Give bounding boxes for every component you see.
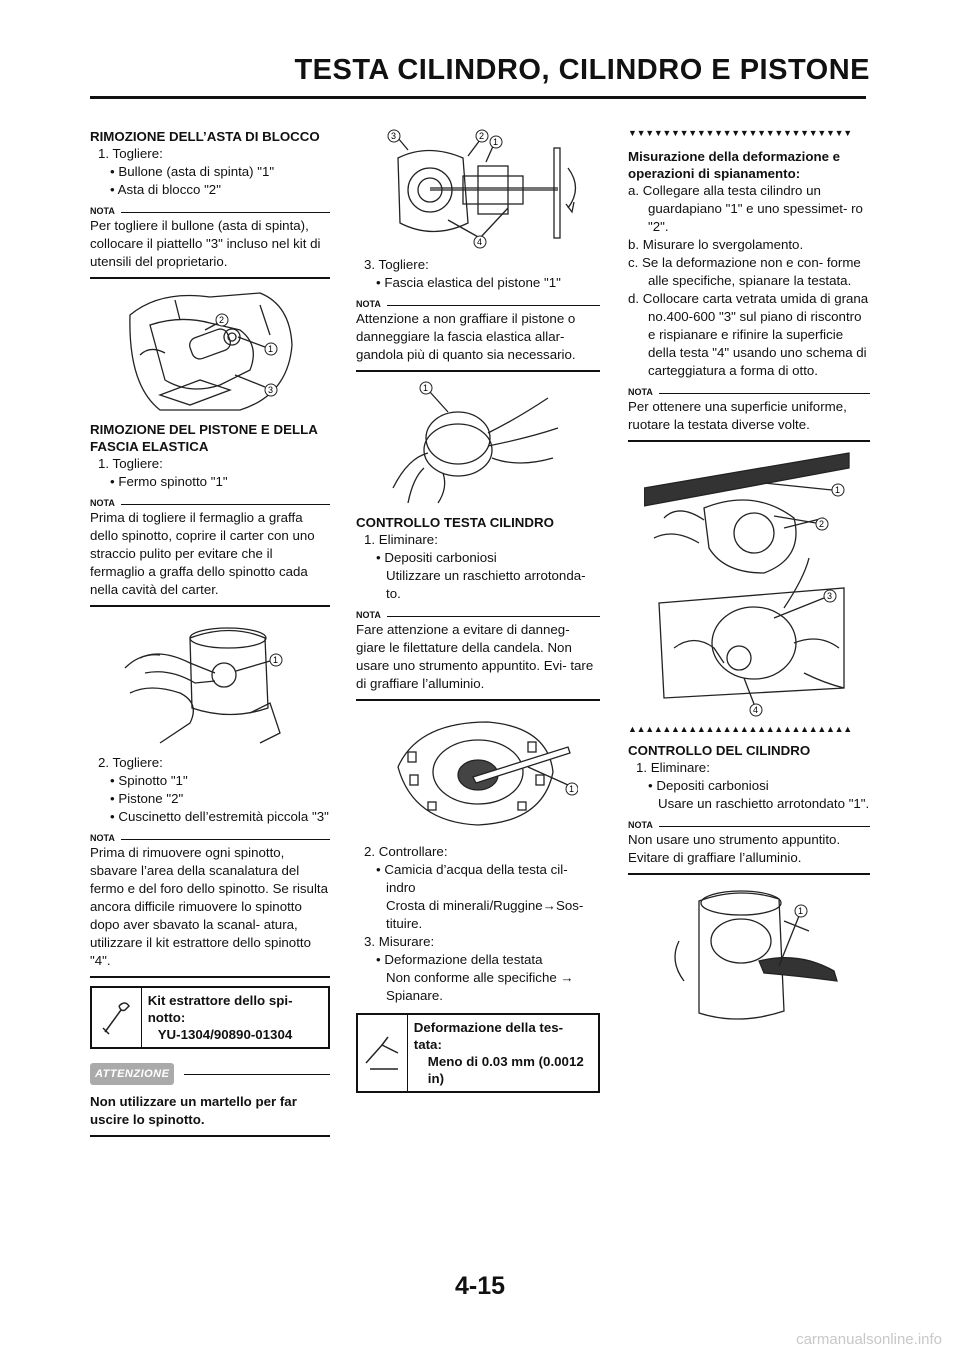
figure-lock-rod-removal: [120, 285, 300, 415]
note-label: NOTA: [628, 820, 653, 830]
callout: 1: [423, 383, 429, 393]
bullet: • Fermo spinotto "1": [110, 474, 228, 489]
bullet: • Asta di blocco "2": [110, 182, 221, 197]
note-box: [628, 819, 870, 875]
triangle-start-marker: ▼▼▼▼▼▼▼▼▼▼▼▼▼▼▼▼▼▼▼▼▼▼▼▼▼▼: [628, 128, 852, 138]
section-title-lock-rod: RIMOZIONE DELL’ASTA DI BLOCCO: [90, 129, 320, 144]
bullet: • Spinotto "1": [110, 773, 188, 788]
page-title: TESTA CILINDRO, CILINDRO E PISTONE: [294, 54, 870, 86]
note-label: NOTA: [90, 206, 115, 216]
callout: 1: [798, 906, 804, 916]
bullet-detail: Non conforme alle specifiche → Spianare.: [386, 970, 574, 1003]
step: 3. Togliere:: [364, 257, 429, 272]
callout: 2: [479, 131, 485, 141]
column-left: [90, 128, 330, 1143]
bullet: • Deformazione della testata: [376, 952, 543, 967]
step: b. Misurare lo svergolamento.: [628, 237, 804, 252]
step: 2. Togliere:: [98, 755, 163, 770]
callout: 3: [391, 131, 397, 141]
tool-code: YU-1304/90890-01304: [157, 1027, 293, 1042]
callout: 2: [219, 315, 225, 325]
bullet: • Depositi carboniosi: [376, 550, 497, 565]
spec-name: Deformazione della tes- tata:: [413, 1020, 564, 1052]
triangle-end-marker: ▲▲▲▲▲▲▲▲▲▲▲▲▲▲▲▲▲▲▲▲▲▲▲▲▲▲: [628, 724, 852, 734]
note-label: NOTA: [628, 387, 653, 397]
section-title-cylinder-check: CONTROLLO DEL CILINDRO: [628, 743, 811, 758]
callout: 1: [835, 485, 841, 495]
section-title-flattening: Misurazione della deformazione e operazioni di spianamento:: [628, 149, 841, 181]
page-number: 4-15: [454, 1272, 506, 1300]
step: 1. Eliminare:: [636, 760, 710, 775]
note-label: NOTA: [356, 610, 381, 620]
bullet: • Cuscinetto dell’estremità piccola "3": [110, 809, 329, 824]
callout: 1: [268, 344, 274, 354]
note-text: Non usare uno strumento appuntito. Evitare di graffiare l’alluminio.: [628, 832, 841, 865]
bullet-detail: Utilizzare un raschietto arrotonda- to.: [386, 568, 586, 601]
warning-badge: ATTENZIONE: [90, 1063, 174, 1085]
column-middle: [356, 128, 600, 1093]
note-text: Prima di togliere il fermaglio a graffa dello spinotto, coprire il carter con uno straccio pulito per evitare che il fermaglio a graffa dello spinotto cada nella cavità del carter.: [90, 510, 315, 597]
step: 1. Eliminare:: [364, 532, 438, 547]
watermark: carmanualsonline.info: [796, 1331, 942, 1348]
figure-cylinder-scraping: [659, 881, 839, 1031]
step: 3. Misurare:: [364, 934, 435, 949]
caliper-icon: [358, 1015, 408, 1091]
warning-header: [90, 1063, 330, 1085]
callout: 3: [268, 385, 274, 395]
figure-carbon-scraping: [378, 707, 578, 837]
column-right: [628, 128, 870, 1037]
callout: 1: [493, 137, 499, 147]
step: 2. Controllare:: [364, 844, 448, 859]
note-text: Per ottenere una superficie uniforme, ruotare la testata diverse volte.: [628, 399, 847, 432]
section-title-piston: RIMOZIONE DEL PISTONE E DELLA FASCIA ELASTICA: [90, 422, 318, 454]
wrench-icon: [92, 988, 142, 1047]
callout: 4: [753, 705, 759, 715]
bullet: • Fascia elastica del pistone "1": [376, 275, 561, 290]
callout: 3: [827, 591, 833, 601]
note-box: [90, 205, 330, 279]
note-box: [90, 497, 330, 607]
figure-piston-clip-removal: [120, 613, 300, 748]
note-text: Per togliere il bullone (asta di spinta), collocare il piattello "3" incluso nel kit di utensili del proprietario.: [90, 218, 321, 269]
callout: 1: [569, 784, 575, 794]
note-text: Attenzione a non graffiare il pistone o danneggiare la fascia elastica allar- gandola più di quanto sia necessario.: [356, 311, 576, 362]
note-label: NOTA: [356, 299, 381, 309]
bullet: • Pistone "2": [110, 791, 184, 806]
callout: 1: [273, 655, 279, 665]
step: 1. Togliere:: [98, 456, 163, 471]
bullet: • Camicia d’acqua della testa cil- indro: [376, 862, 568, 895]
figure-warpage-measurement: [644, 448, 854, 718]
step: c. Se la deformazione non e con- forme alle specifiche, spianare la testata.: [628, 255, 861, 288]
callout: 2: [819, 519, 825, 529]
warning-text: Non utilizzare un martello per far uscire lo spinotto.: [90, 1094, 297, 1127]
spec-value: Meno di 0.03 mm (0.0012 in): [427, 1054, 584, 1086]
note-box: [356, 609, 600, 701]
step: a. Collegare alla testa cilindro un guardapiano "1" e uno spessimet- ro "2".: [628, 183, 863, 234]
figure-piston-ring-removal: [388, 378, 568, 508]
bullet-detail: Usare un raschietto arrotondato "1".: [658, 796, 870, 811]
callout: 4: [477, 237, 483, 247]
bullet: • Bullone (asta di spinta) "1": [110, 164, 275, 179]
note-text: Fare attenzione a evitare di danneg- giare le filettature della candela. Non usare uno strumento appuntito. Evi- tare di graffiare l’alluminio.: [356, 622, 594, 691]
note-label: NOTA: [90, 833, 115, 843]
spec-box: [356, 1013, 600, 1093]
note-text: Prima di rimuovere ogni spinotto, sbavare l’area della scanalatura del fermo e del foro dello spinotto. Se risulta ancora difficile rimuovere lo spinotto dopo aver sbavato la scanal- atura, utilizzare il kit estrattore dello spinotto "4".: [90, 845, 328, 968]
section-title-head-check: CONTROLLO TESTA CILINDRO: [356, 515, 554, 530]
step: 1. Togliere:: [98, 146, 163, 161]
title-rule: [90, 96, 866, 99]
tool-name: Kit estrattore dello spi- notto:: [147, 993, 293, 1025]
bullet: • Depositi carboniosi: [648, 778, 769, 793]
figure-piston-pin-puller: [368, 128, 588, 250]
tool-box: [90, 986, 330, 1049]
note-box: [628, 386, 870, 442]
note-box: [90, 832, 330, 978]
note-label: NOTA: [90, 498, 115, 508]
bullet-detail: Crosta di minerali/Ruggine→Sos- tituire.: [386, 898, 584, 931]
warning-box: [90, 1093, 330, 1137]
step: d. Collocare carta vetrata umida di grana no.400-600 "3" sul piano di riscontro e rispianare e rifinire la superficie della testa "4" usando uno schema di carteggiatura a forma di otto.: [628, 291, 869, 378]
note-box: [356, 298, 600, 372]
